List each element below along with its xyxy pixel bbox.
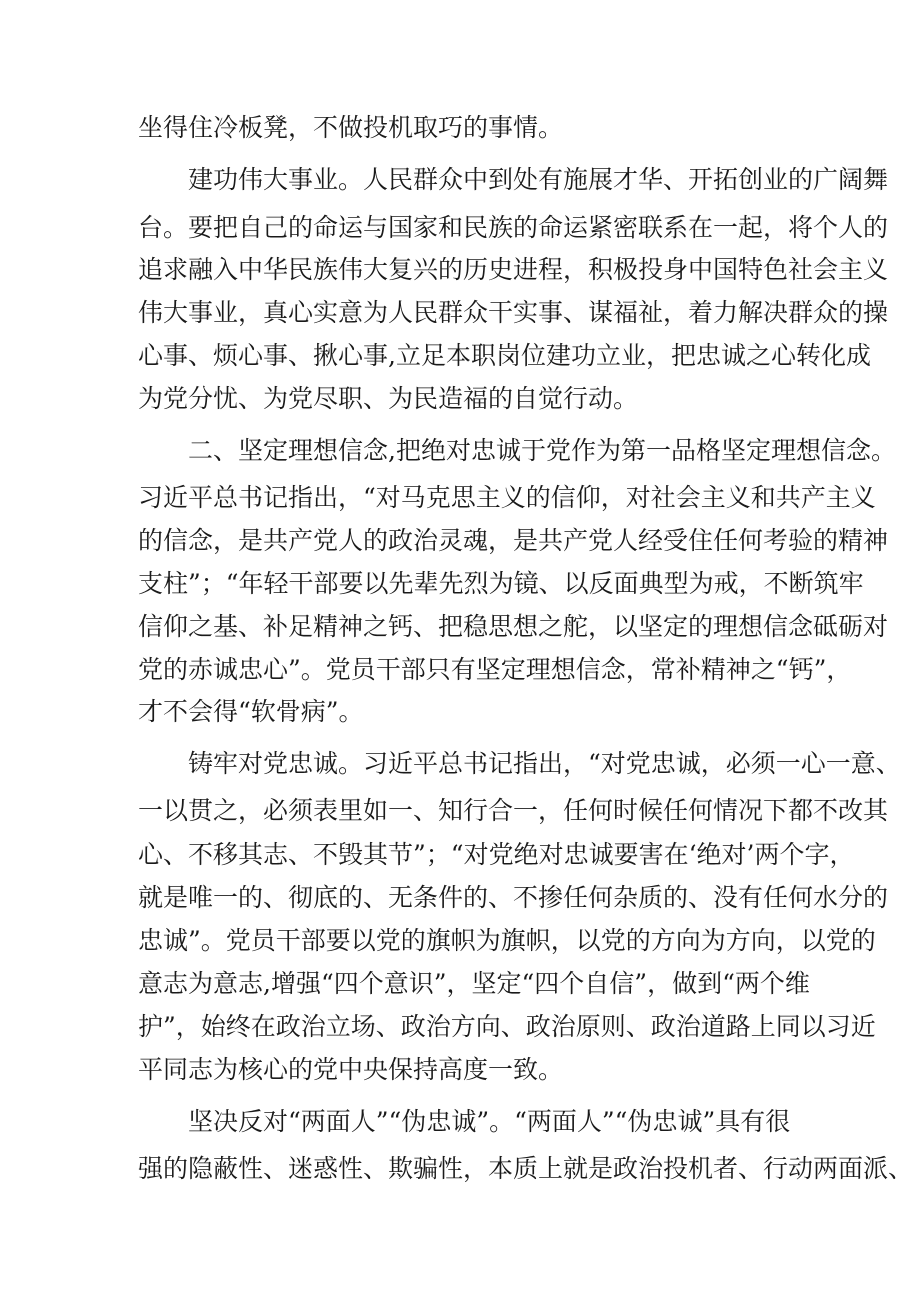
text-line: 伟大事业，真心实意为人民群众干实事、谋福祉，着力解决群众的操 [138, 298, 889, 327]
text-line: 强的隐蔽性、迷惑性、欺骗性，本质上就是政治投机者、行动两面派、 [138, 1154, 914, 1183]
text-line: 台。要把自己的命运与国家和民族的命运紧密联系在一起，将个人的 [138, 213, 889, 242]
text-line: 护”，始终在政治立场、政治方向、政治原则、政治道路上同以习近 [138, 1012, 876, 1041]
text-line: 建功伟大事业。人民群众中到处有施展才华、开拓创业的广阔舞 [188, 165, 889, 194]
text-line: 平同志为核心的党中央保持高度一致。 [138, 1055, 564, 1084]
text-line: 为党分忧、为党尽职、为民造福的自觉行动。 [138, 384, 639, 413]
text-line: 支柱”；“年轻干部要以先辈先烈为镜、以反面典型为戒，不断筑牢 [138, 569, 864, 598]
text-line: 党的赤诚忠心”。党员干部只有坚定理想信念，常补精神之“钙”， [138, 655, 852, 684]
text-line: 坐得住冷板凳，不做投机取巧的事情。 [138, 113, 564, 142]
text-line: 心事、烦心事、揪心事,立足本职岗位建功立业，把忠诚之心转化成 [138, 341, 871, 370]
text-line: 意志为意志,增强“四个意识”，坚定“四个自信”，做到“两个维 [138, 969, 810, 998]
text-line: 习近平总书记指出，“对马克思主义的信仰，对社会主义和共产主义 [138, 483, 876, 512]
text-line: 就是唯一的、彻底的、无条件的、不掺任何杂质的、没有任何水分的 [138, 883, 889, 912]
text-line: 坚决反对“两面人”“伪忠诚”。“两面人”“伪忠诚”具有很 [188, 1107, 791, 1136]
text-line: 忠诚”。党员干部要以党的旗帜为旗帜，以党的方向为方向，以党的 [138, 926, 876, 955]
text-line: 信仰之基、补足精神之钙、把稳思想之舵，以坚定的理想信念砥砺对 [138, 612, 889, 641]
text-line: 二、坚定理想信念,把绝对忠诚于党作为第一品格坚定理想信念。 [188, 436, 896, 465]
text-line: 才不会得“软骨病”。 [138, 697, 364, 726]
text-line: 一以贯之，必须表里如一、知行合一，任何时候任何情况下都不改其 [138, 796, 889, 825]
text-line: 心、不移其志、不毁其节”；“对党绝对忠诚要害在‘绝对’两个字， [138, 840, 855, 869]
text-line: 追求融入中华民族伟大复兴的历史进程，积极投身中国特色社会主义 [138, 255, 889, 284]
text-line: 铸牢对党忠诚。习近平总书记指出，“对党忠诚，必须一心一意、 [188, 749, 901, 778]
text-line: 的信念，是共产党人的政治灵魂，是共产党人经受住任何考验的精神 [138, 526, 889, 555]
